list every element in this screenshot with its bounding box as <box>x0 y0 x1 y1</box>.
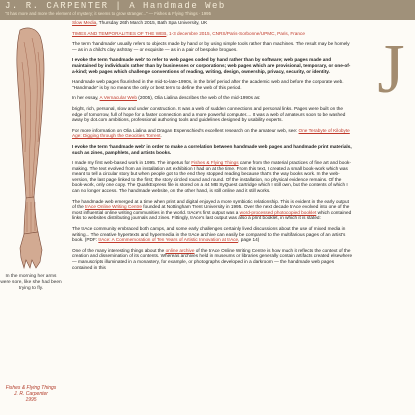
site-title[interactable]: J. R. CARPENTER | A Handmade Web <box>5 1 226 11</box>
terabyte-link[interactable]: One Terabyte of Kilobyte Age: Digging through the Geocities Torrent <box>72 127 350 139</box>
event-details: , Thursday 26th March 2015, Bath Spa University, UK <box>96 20 208 25</box>
blockquote: bright, rich, personal, slow and under construction. It was a web of sudden connections and personal links. Pages were built on the edge of tomorrow, full of hope for a faster connection and a more powerful computer.... It was a web of amateurs soon to be washed away by dot.com ambitions, professional authoring tools and guidelines designed by usability experts. <box>72 105 346 123</box>
text: (2005), Olia Lialina describes the web of the mid-1990s as: <box>136 95 261 101</box>
trace-centre-link[interactable]: trAce Online Writing Centre <box>85 204 142 210</box>
paragraph <box>72 128 354 139</box>
text: founded at Nottingham Trent University in 1995. Over the next decade trAce evolved into one of the most influential online writing communities in the world. trAce's first output was a <box>72 204 350 215</box>
sidebar-caption: In the morning her arms were sore, like she had been trying to fly. <box>0 274 62 291</box>
credit-title[interactable]: Fishes & Flying Things <box>5 385 57 391</box>
credit-year: 1995 <box>25 397 37 403</box>
event-link-times-temporalities[interactable]: TIMES AND TEMPORALITIES OF THE WEB <box>72 30 167 36</box>
paragraph <box>72 248 354 270</box>
paragraph <box>72 199 354 221</box>
text: of the trAce Online Writing Centre is how much it reflects the context of the creation and dissemination of its contents. Whereas archives held in museums or libraries generally contain artifacts created elsewhere — manuscripts illuminated in a monastery, for example, or photographs developed in a darkroom — the handmade web pages contained in this <box>72 247 353 270</box>
text: The trAce community embraced both camps, and some early challenges certainly lived discussions about the use of mixed media in writing... The creative hypertexts and hypermedia in the trAce archive can easily be compared to the multifarious pages of an artist's book. (PDF: <box>72 226 346 243</box>
trace-commemoration-link[interactable]: trAce: A Commemoration of Ten Years of Artistic Innovation at trAce <box>98 237 239 243</box>
text: I made my first web-based work in 1995. The impetus for <box>72 160 192 166</box>
blockquote <box>72 226 354 243</box>
article-content <box>72 20 354 275</box>
text: which contained links to websites distributing journals and zines. Fittingly, trAce's last output was also a print booklet, in which it is stated: <box>72 209 352 221</box>
paragraph <box>72 160 354 194</box>
text: came from the material practices of fine art and book-making. The text evolved from an installation art exhibition I had on at the time. From this text, I created a small book-work which was meant to tell a circular story but when people got to the end they stopped reading because that's the way books work. In the web-version, the last page linked to the first; the story circled round and round. Of the installation, no physical evidence remains. Of the book-work, only one copy. The QuarkExpress file is stored on a 44 MB SyQuest cartridge which I still own, but the contents of which I can no longer access. The handmade website, on the other hand, is still online and it still works. <box>72 160 351 194</box>
text: For more information on Olia Lialina and Dragan Espenschied's excellent research on the amateur web, see: <box>72 127 299 133</box>
event-link-slow-media[interactable]: Slow Media <box>72 20 97 25</box>
site-subtitle: "It has more and more the element of mystery; it seems to grow stranger..." — Fishes & Flying Things · 1995 <box>5 11 211 16</box>
initial-letter-text: J <box>377 34 405 104</box>
text: , page 14) <box>238 237 260 243</box>
paragraph: The term 'handmade' usually refers to objects made by hand or by using simple tools rather than machines. The result may be homely — as in a child's clay ashtray — or exquisite — as in a pair of bespoke brogues. <box>72 41 350 52</box>
credit-author: J. R. Carpenter <box>14 391 48 397</box>
paragraph-emphasis: I evoke the term 'handmade web' in order to make a correlation between handmade web pages and handmade print materials, such as zines, pamphlets, and artists books. <box>72 143 352 155</box>
paragraph: Handmade web pages flourished in the mid-to-late-1990s, in the brief period after the academic web and before the corporate web. "Handmade" is by no means the only or best term to define the web of this period. <box>72 79 344 90</box>
anatomical-arm-illustration <box>2 22 60 272</box>
text: One of the many interesting things about the <box>72 247 166 253</box>
photocopied-booklet-link[interactable]: word-processed photocopied booklet <box>239 209 317 215</box>
right-decoration <box>360 20 415 415</box>
fishes-flying-things-link[interactable]: Fishes & Flying Things <box>191 160 239 166</box>
paragraph-emphasis: I evoke the term 'handmade web' to refer to web pages coded by hand rather than by software; web pages made and maintained by individuals rather than by businesses or corporations; web pages which are provisional, temporary, or one-of-a-kind; web pages which challenge conventions of reading, writing, design, ownership, privacy, security, or identity. <box>72 57 351 74</box>
text: The handmade web emerged at a time when print and digital enjoyed a more symbiotic relationship. This is evident in the early output of the <box>72 198 349 210</box>
online-archive-link[interactable]: online archive <box>165 247 195 253</box>
event-details: , 1-3 decembre 2015, CNRS/Paris-Sorbonne/UPMC, Paris, France <box>166 30 305 36</box>
artwork-credit <box>0 385 62 403</box>
text: In her essay, <box>72 95 100 101</box>
vernacular-web-link[interactable]: A Vernacular Web <box>99 95 137 101</box>
left-sidebar <box>0 20 62 415</box>
paragraph <box>72 95 354 101</box>
text: . <box>160 133 162 139</box>
event-line-1 <box>72 20 354 26</box>
site-header <box>0 0 415 20</box>
event-line-2 <box>72 31 354 37</box>
initial-letter-j <box>368 34 414 104</box>
